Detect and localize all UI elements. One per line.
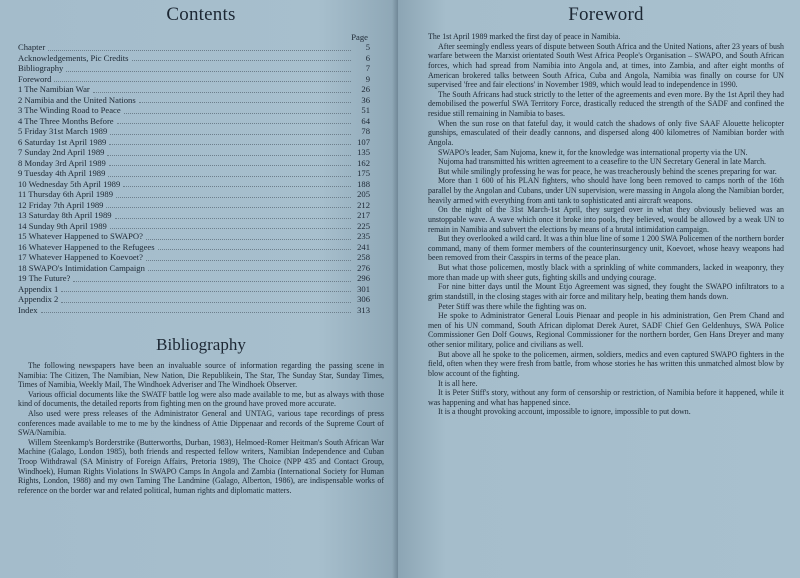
toc-entry-page: 235 [357, 231, 370, 241]
toc-entry-page: 162 [357, 157, 370, 168]
bibliography-paragraph: The following newspapers have been an invaluable source of information regarding the passing scene in Namibia: The Citizen, The Namibian, New Nation, Die Republikein, The Star, The Sunday Star, Sunday Times, Times of Namibia, Weekly Mail, The Windhoek Adveriser and The Windhoek Observer. [18, 361, 384, 390]
toc-entry-page: 276 [357, 262, 370, 273]
toc-leader-dots [124, 105, 351, 114]
toc-entry-label: 9 Tuesday 4th April 1989 [18, 168, 106, 178]
toc-leader-dots [110, 126, 351, 135]
toc-entry-label: Index [18, 304, 38, 315]
toc-entry [18, 63, 370, 74]
toc-entry-page: 225 [357, 220, 370, 231]
toc-entry [18, 242, 370, 253]
toc-entry-label: 8 Monday 3rd April 1989 [18, 157, 106, 168]
toc-leader-dots [139, 95, 351, 104]
toc-leader-dots [116, 189, 351, 198]
toc-entry-page: 205 [357, 189, 370, 199]
foreword-paragraph: But they overlooked a wild card. It was a thin blue line of some 1 200 SWA Policemen of the northern border command, many of them former members of the counterinsurgency unit, Koevoet, whose heavy weapons had been removed from their Casspirs in terms of the peace plan. [428, 234, 784, 263]
toc-leader-dots [61, 284, 351, 293]
foreword-paragraph: The South Africans had stuck strictly to the letter of the agreements and even more. By the 1st April they had demobilised the powerful SWA Territory Force, drastically reduced the strength of the SADF and confined the residue still remaining in Namibia to bases. [428, 89, 784, 118]
toc-entry-label: Appendix 1 [18, 283, 59, 294]
toc-entry-page: 175 [357, 168, 370, 178]
toc-entry-label: 5 Friday 31st March 1989 [18, 126, 108, 136]
toc-entry-page: 188 [357, 178, 370, 189]
foreword-paragraph: On the night of the 31st March-1st April, they surged over in what they obviously believed was an unstoppable wave. A wave which once it broke into pools, they believed, would be allowed by a weak UN to remain in Namibia and subvert the elections by means of a brutal intimidation campaign. [428, 205, 784, 234]
toc-leader-dots [61, 294, 351, 303]
toc-entry-label: Appendix 2 [18, 294, 59, 304]
toc-leader-dots [109, 158, 351, 167]
toc-leader-dots [93, 84, 351, 93]
toc-entry-label: Foreword [18, 73, 52, 84]
toc-entry [18, 273, 370, 284]
toc-entry-page: 107 [357, 136, 370, 147]
toc-entry [18, 42, 370, 53]
toc-entry [18, 84, 370, 95]
toc-leader-dots [106, 200, 351, 209]
foreword-paragraph: More than 1 600 of his PLAN fighters, who should have long been removed to camps north of the 16th parallel by the Angolan and Cubans, under UN supervision, were massing in Angola along the Namibian border, heavily armed with everything from anti tank to sophisticated anti aircraft weapons. [428, 176, 784, 205]
toc-entry [18, 284, 370, 295]
foreword-paragraph: After seemingly endless years of dispute between South Africa and the United Nations, after 23 years of bush warfare between the Marxist orientated South West Africa People's Organisation – SWAPO, and South African forces, which had spread from Namibia into Angola and, at times, into Zambia, and after eight months of American brokered talks between South Africa, Cuba and Angola, Namibia was finally on course for UN supervised 'free and fair elections' in November 1989, which would lead to independence in 1990. [428, 41, 784, 90]
toc-entry-label: 12 Friday 7th April 1989 [18, 199, 104, 210]
foreword-title: Foreword [568, 4, 644, 25]
toc-leader-dots [107, 147, 351, 156]
toc-entry-page: 26 [361, 84, 370, 94]
foreword-paragraph: When the sun rose on that fateful day, it would catch the shadows of only five SAAF Alouette helicopter gunships, emasculated of their deadly cannons, and dispersed along 400 kilometres of Namibian border with Angola. [428, 118, 784, 147]
toc-entry-label: 13 Saturday 8th April 1989 [18, 210, 112, 220]
toc-entry-label: 10 Wednesday 5th April 1989 [18, 178, 121, 189]
toc-leader-dots [48, 42, 351, 51]
toc-entry-label: Chapter [18, 42, 46, 52]
toc-entry [18, 53, 370, 64]
toc-leader-dots [117, 116, 351, 125]
toc-entry [18, 137, 370, 148]
toc-leader-dots [123, 179, 351, 188]
toc-entry-page: 217 [357, 210, 370, 220]
toc-leader-dots [73, 273, 351, 282]
toc-entry-label: 3 The Winding Road to Peace [18, 105, 121, 115]
foreword-paragraph: But what those policemen, mostly black with a sprinkling of white commanders, lacked in weaponry, they more than made up with sheer guts, fighting skills and undying courage. [428, 263, 784, 282]
bibliography-title: Bibliography [156, 335, 246, 354]
toc-entry-page: 64 [361, 115, 370, 126]
foreword-text [428, 32, 784, 417]
toc-entry [18, 305, 370, 316]
toc-entry-page: 5 [365, 42, 370, 52]
toc-entry-label: 17 Whatever Happened to Koevoet? [18, 252, 143, 262]
toc-entry [18, 189, 370, 200]
toc-entry-page: 258 [357, 252, 370, 262]
toc-entry [18, 147, 370, 158]
toc-leader-dots [108, 168, 351, 177]
toc-entry-label: 6 Saturday 1st April 1989 [18, 136, 107, 147]
toc-entry-label: 11 Thursday 6th April 1989 [18, 189, 114, 199]
toc-entry-page: 306 [357, 294, 370, 304]
toc-entry-page: 9 [365, 73, 370, 84]
foreword-paragraph: It is a thought provoking account, impossible to ignore, impossible to put down. [438, 407, 691, 417]
toc-leader-dots [132, 53, 351, 62]
toc-leader-dots [115, 210, 351, 219]
foreword-paragraph: For nine bitter days until the Mount Etjo Agreement was signed, they fought the SWAPO infiltrators to a grim standstill, in the closing stages with air force and military help, beating them hands down. [428, 282, 784, 301]
toc-entry [18, 263, 370, 274]
toc-entry [18, 179, 370, 190]
toc-entry-page: 313 [357, 304, 370, 315]
toc-entry-page: 135 [357, 147, 370, 157]
bibliography-paragraph: Various official documents like the SWATF battle log were also made available to me, but as always with those kind of documents, the detailed reports from fighting men on the ground have proved more accurate. [18, 389, 384, 409]
toc-entry-page: 212 [357, 199, 370, 210]
toc-entry-label: 2 Namibia and the United Nations [18, 94, 136, 105]
toc-entry-label: 7 Sunday 2nd April 1989 [18, 147, 105, 157]
toc-entry-label: 19 The Future? [18, 273, 71, 283]
toc-entry-page: 78 [361, 126, 370, 136]
foreword-paragraph: Peter Stiff was there while the fighting was on. [438, 301, 587, 311]
contents-title: Contents [166, 4, 236, 25]
toc-entry-page: 51 [361, 105, 370, 115]
toc-leader-dots [54, 74, 351, 83]
toc-entry-label: 1 The Namibian War [18, 84, 90, 94]
toc-entry [18, 95, 370, 106]
toc-entry [18, 158, 370, 169]
toc-entry [18, 105, 370, 116]
foreword-paragraph: But above all he spoke to the policemen, airmen, soldiers, medics and even captured SWAPO fighters in the field, often when they were fresh from battle, from whose stories he has written this unmatched almost blow by blow account of the fighting. [428, 349, 784, 378]
foreword-paragraph: The 1st April 1989 marked the first day of peace in Namibia. [428, 32, 621, 41]
foreword-paragraph: He spoke to Administrator General Louis Pienaar and people in his administration, Gen Prem Chand and men of his UN command, South African diplomat Derek Auret, SADF Chief Gen Geldenhuys, SWA Police Commissioner Gen Dolf Gouws, Regional Commissioner for the northern border, Gen Hans Dreyer and many other senior military, police and civilians as well. [428, 311, 784, 349]
toc-entry-label: 15 Whatever Happened to SWAPO? [18, 231, 143, 241]
toc-entry-label: Acknowledgements, Pic Credits [18, 52, 129, 63]
toc-leader-dots [146, 252, 351, 261]
bibliography-paragraph: Also used were press releases of the Administrator General and UNTAG, various tape recordings of press conferences made available to me to me by the kindness of Attie Dippenaar and records of the Supreme Court of SWA/Namibia. [18, 408, 384, 438]
toc-entry [18, 231, 370, 242]
toc-entry [18, 221, 370, 232]
toc-leader-dots [66, 63, 351, 72]
toc-entry [18, 210, 370, 221]
table-of-contents [18, 42, 384, 315]
toc-entry [18, 116, 370, 127]
toc-entry-page: 241 [357, 241, 370, 252]
toc-page-header: Page [351, 32, 368, 42]
toc-entry-page: 7 [365, 63, 370, 73]
bibliography-text [18, 361, 384, 495]
left-page [0, 0, 398, 578]
toc-entry [18, 126, 370, 137]
foreword-paragraph: Nujoma had transmitted his written agreement to a ceasefire to the UN Secretary General in late March. [438, 157, 766, 167]
toc-entry-label: 14 Sunday 9th April 1989 [18, 220, 107, 231]
right-page [398, 0, 800, 578]
toc-leader-dots [148, 263, 351, 272]
toc-entry [18, 200, 370, 211]
foreword-paragraph: It is all here. [438, 378, 478, 388]
toc-entry [18, 252, 370, 263]
toc-entry-page: 296 [357, 273, 370, 283]
toc-leader-dots [41, 305, 351, 314]
toc-entry-label: 4 The Three Months Before [18, 115, 114, 126]
toc-leader-dots [158, 242, 351, 251]
toc-entry [18, 168, 370, 179]
toc-entry-label: 16 Whatever Happened to the Refugees [18, 241, 155, 252]
foreword-paragraph: It is Peter Stiff's story, without any form of censorship or restriction, of Namibia before it happened, while it was happening and what has happened since. [428, 388, 784, 407]
foreword-paragraph: But while smilingly professing he was for peace, he was treacherously behind the scenes preparing for war. [438, 166, 777, 176]
toc-entry-label: Bibliography [18, 63, 64, 73]
toc-entry-page: 36 [361, 94, 370, 105]
bibliography-paragraph: Willem Steenkamp's Borderstrike (Butterworths, Durban, 1983), Helmoed-Romer Heitman's South African War Machine (Galago, London 1985), both friends and respected fellow writers, Namibian Independence and Cuban Troop Withdrawal (SA Ministry of Foreign Affairs, Pretoria 1989), The Choice (NPP 435 and Contact Group, Windhoek), Human Rights Violations In SWAPO Camps In Angola and Zambia (International Society for Human Rights, London, 1988) and my own Taming The Landmine (Galago, Alberton, 1986), are indispensable works of reference on the border war and related political, human rights and diplomatic matters. [18, 437, 384, 495]
foreword-paragraph: SWAPO's leader, Sam Nujoma, knew it, for the knowledge was international property via the UN. [438, 147, 748, 157]
toc-entry [18, 74, 370, 85]
toc-entry-label: 18 SWAPO's Intimidation Campaign [18, 262, 145, 273]
toc-leader-dots [110, 221, 351, 230]
toc-leader-dots [109, 137, 351, 146]
toc-entry-page: 6 [365, 52, 370, 63]
toc-entry [18, 294, 370, 305]
toc-leader-dots [146, 231, 351, 240]
toc-entry-page: 301 [357, 283, 370, 294]
